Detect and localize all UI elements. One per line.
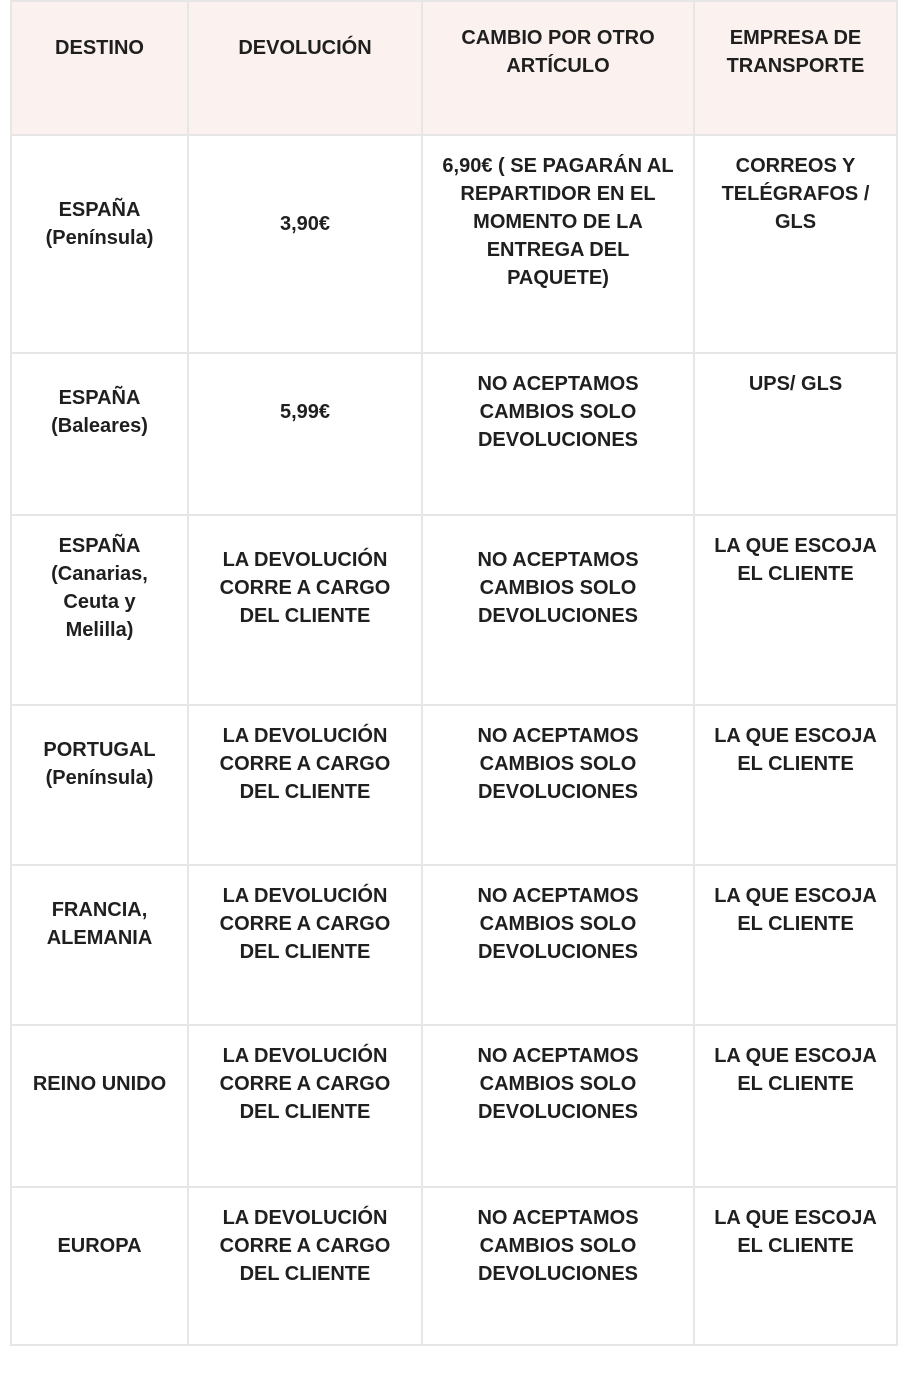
empresa-text: LA QUE ESCOJA EL CLIENTE — [714, 725, 877, 775]
cambio-text: 6,90€ ( SE PAGARÁN AL REPARTIDOR EN EL MOMENTO DE LA ENTREGA DEL PAQUETE) — [442, 155, 674, 289]
returns-table — [10, 0, 898, 1346]
cambio-text: NO ACEPTAMOS CAMBIOS SOLO DEVOLUCIONES — [477, 373, 639, 451]
cambio-cell — [422, 1187, 694, 1345]
devolucion-text: LA DEVOLUCIÓN CORRE A CARGO DEL CLIENTE — [219, 725, 391, 803]
destino-text: EUROPA — [57, 1235, 142, 1257]
empresa-cell — [694, 515, 897, 705]
devolucion-cell — [188, 1025, 422, 1187]
cambio-cell — [422, 353, 694, 515]
cambio-text: NO ACEPTAMOS CAMBIOS SOLO DEVOLUCIONES — [477, 725, 639, 803]
devolucion-text: 3,90€ — [279, 213, 331, 235]
table-row — [11, 1187, 897, 1345]
cambio-cell — [422, 1025, 694, 1187]
destino-cell — [11, 1025, 188, 1187]
destino-text: ESPAÑA (Canarias, Ceuta y Melilla) — [51, 535, 148, 641]
devolucion-cell — [188, 515, 422, 705]
empresa-cell — [694, 1025, 897, 1187]
devolucion-cell — [188, 353, 422, 515]
header-cambio: CAMBIO POR OTRO ARTÍCULO — [422, 1, 694, 135]
empresa-text: CORREOS Y TELÉGRAFOS / GLS — [721, 155, 870, 233]
table-row — [11, 515, 897, 705]
devolucion-text: LA DEVOLUCIÓN CORRE A CARGO DEL CLIENTE — [219, 1045, 391, 1123]
destino-text: ESPAÑA (Baleares) — [51, 387, 148, 437]
table-header — [11, 1, 897, 135]
table-row — [11, 353, 897, 515]
empresa-cell — [694, 135, 897, 353]
empresa-text: UPS/ GLS — [748, 373, 843, 395]
devolucion-text: 5,99€ — [279, 401, 331, 423]
empresa-text: LA QUE ESCOJA EL CLIENTE — [714, 1207, 877, 1257]
empresa-cell — [694, 353, 897, 515]
empresa-text: LA QUE ESCOJA EL CLIENTE — [714, 1045, 877, 1095]
table-row — [11, 705, 897, 865]
devolucion-text: LA DEVOLUCIÓN CORRE A CARGO DEL CLIENTE — [219, 885, 391, 963]
cambio-text: NO ACEPTAMOS CAMBIOS SOLO DEVOLUCIONES — [477, 1045, 639, 1123]
header-empresa: EMPRESA DE TRANSPORTE — [694, 1, 897, 135]
header-row — [11, 1, 897, 135]
empresa-text: LA QUE ESCOJA EL CLIENTE — [714, 535, 877, 585]
cambio-cell — [422, 705, 694, 865]
destino-text: REINO UNIDO — [32, 1073, 167, 1095]
table-row — [11, 1025, 897, 1187]
destino-cell — [11, 705, 188, 865]
table-row — [11, 135, 897, 353]
destino-text: PORTUGAL (Península) — [43, 739, 156, 789]
devolucion-text: LA DEVOLUCIÓN CORRE A CARGO DEL CLIENTE — [219, 1207, 391, 1285]
empresa-cell — [694, 865, 897, 1025]
destino-text: FRANCIA, ALEMANIA — [46, 899, 153, 949]
devolucion-cell — [188, 135, 422, 353]
devolucion-text: LA DEVOLUCIÓN CORRE A CARGO DEL CLIENTE — [219, 549, 391, 627]
destino-cell — [11, 1187, 188, 1345]
header-devolucion: DEVOLUCIÓN — [188, 1, 422, 135]
cambio-text: NO ACEPTAMOS CAMBIOS SOLO DEVOLUCIONES — [477, 549, 639, 627]
destino-text: ESPAÑA (Península) — [45, 199, 154, 249]
devolucion-cell — [188, 865, 422, 1025]
table-row — [11, 865, 897, 1025]
destino-cell — [11, 515, 188, 705]
empresa-cell — [694, 705, 897, 865]
header-destino: DESTINO — [11, 1, 188, 135]
empresa-cell — [694, 1187, 897, 1345]
cambio-text: NO ACEPTAMOS CAMBIOS SOLO DEVOLUCIONES — [477, 1207, 639, 1285]
cambio-cell — [422, 135, 694, 353]
destino-cell — [11, 135, 188, 353]
cambio-text: NO ACEPTAMOS CAMBIOS SOLO DEVOLUCIONES — [477, 885, 639, 963]
table-body — [11, 135, 897, 1345]
devolucion-cell — [188, 705, 422, 865]
cambio-cell — [422, 515, 694, 705]
empresa-text: LA QUE ESCOJA EL CLIENTE — [714, 885, 877, 935]
cambio-cell — [422, 865, 694, 1025]
devolucion-cell — [188, 1187, 422, 1345]
destino-cell — [11, 865, 188, 1025]
destino-cell — [11, 353, 188, 515]
